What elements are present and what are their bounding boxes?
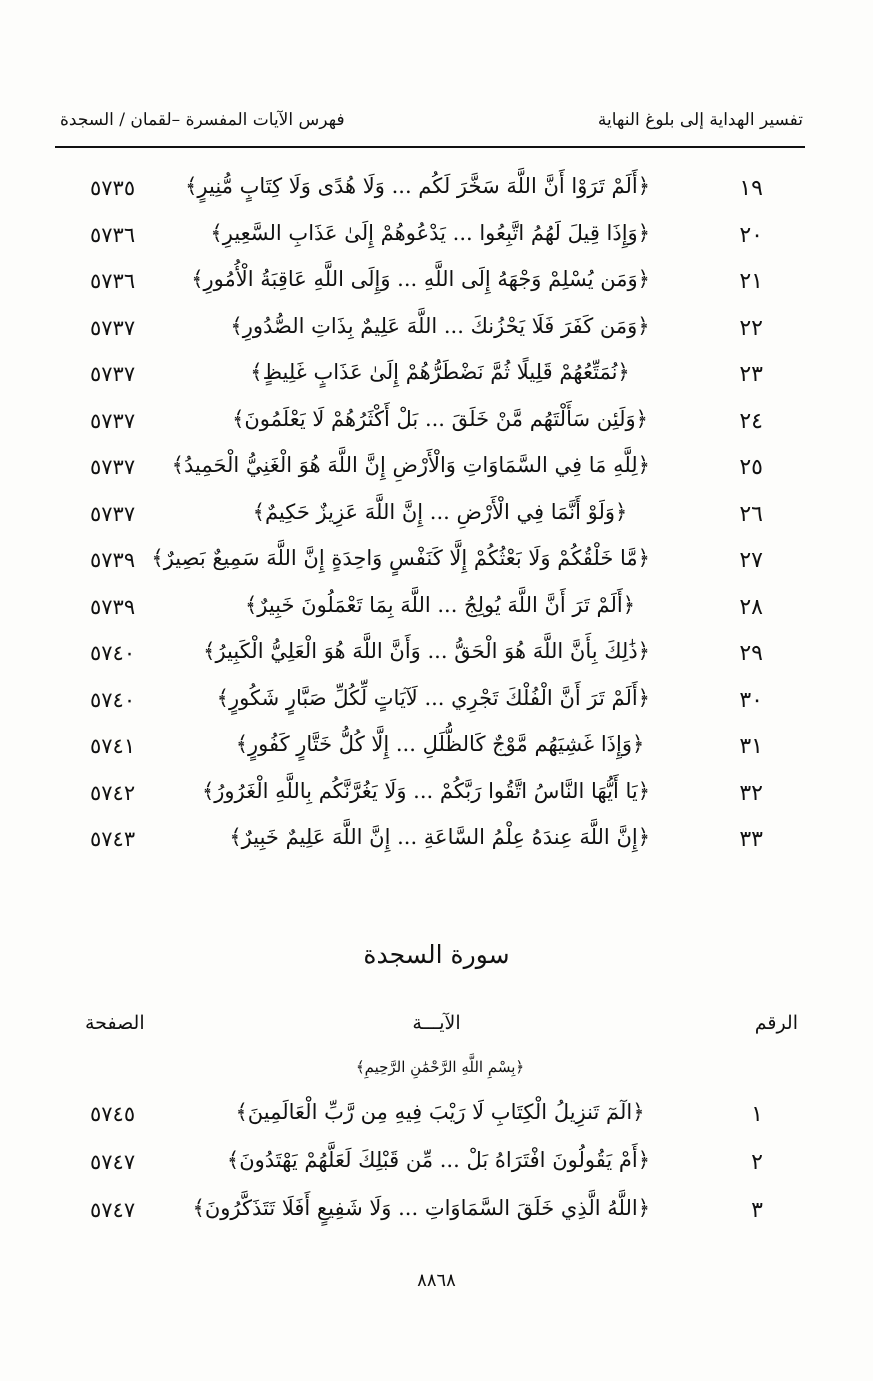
basmala: ﴿بِسْمِ اللَّهِ الرَّحْمَٰنِ الرَّحِيمِ﴾ — [355, 1058, 525, 1076]
verse-text: ﴿وَمَن يُسْلِمْ وَجْهَهُ إِلَى اللَّهِ ... وَإِلَى اللَّهِ عَاقِبَةُ الْأُمُورِ﴾ — [191, 267, 650, 291]
verse-row — [0, 496, 873, 536]
verse-row — [0, 1192, 873, 1232]
page-reference: ٥٧٤٢ — [90, 780, 136, 805]
verse-number: ٢٢ — [739, 315, 763, 341]
page-reference: ٥٧٣٩ — [90, 548, 136, 572]
verse-text: ﴿أَمْ يَقُولُونَ افْتَرَاهُ بَلْ ... مِّن قَبْلِكَ لَعَلَّهُمْ يَهْتَدُونَ﴾ — [226, 1148, 650, 1172]
verse-row — [0, 1144, 873, 1184]
verse-number: ٣٠ — [739, 687, 763, 713]
verse-row — [0, 310, 873, 350]
verse-text: ﴿أَلَمْ تَرَ أَنَّ الْفُلْكَ تَجْرِي ... لَآيَاتٍ لِّكُلِّ صَبَّارٍ شَكُورٍ﴾ — [216, 685, 650, 710]
page-reference: ٥٧٣٥ — [90, 176, 136, 200]
verse-row — [0, 821, 873, 861]
verse-text: ﴿مَّا خَلْقُكُمْ وَلَا بَعْثُكُمْ إِلَّا كَنَفْسٍ وَاحِدَةٍ إِنَّ اللَّهَ سَمِيعٌ بَصِيرٌ﴾ — [151, 546, 650, 570]
verse-row — [0, 403, 873, 443]
page-reference: ٥٧٣٧ — [90, 501, 136, 526]
verse-text: ﴿وَمَن كَفَرَ فَلَا يَحْزُنكَ ... اللَّهَ عَلِيمٌ بِذَاتِ الصُّدُورِ﴾ — [230, 313, 650, 338]
verse-number: ٣٣ — [739, 827, 763, 852]
verse-text: ﴿وَإِذَا قِيلَ لَهُمُ اتَّبِعُوا ... يَدْعُوهُمْ إِلَىٰ عَذَابِ السَّعِيرِ﴾ — [210, 220, 650, 245]
verse-row — [0, 635, 873, 675]
verse-number: ٢٠ — [739, 222, 763, 248]
surah-title: سورة السجدة — [363, 940, 510, 969]
verse-number: ٢ — [751, 1150, 763, 1175]
page-reference: ٥٧٣٧ — [90, 362, 136, 386]
verse-row — [0, 449, 873, 489]
book-title: تفسير الهداية إلى بلوغ النهاية — [597, 110, 803, 130]
verse-text: ﴿أَلَمْ تَرَ أَنَّ اللَّهَ يُولِجُ ... اللَّهَ بِمَا تَعْمَلُونَ خَبِيرٌ﴾ — [244, 592, 636, 617]
page-reference: ٥٧٣٦ — [90, 222, 136, 247]
page-reference: ٥٧٣٩ — [90, 594, 136, 619]
column-header-verse: الآيـــة — [412, 1012, 461, 1034]
verse-text: ﴿وَإِذَا غَشِيَهُم مَّوْجٌ كَالظُّلَلِ ... إِلَّا كُلُّ خَتَّارٍ كَفُورٍ﴾ — [235, 732, 645, 756]
verse-text: ﴿يَا أَيُّهَا النَّاسُ اتَّقُوا رَبَّكُمْ ... وَلَا يَغُرَّنَّكُم بِاللَّهِ الْغَرُورُ﴾ — [201, 778, 650, 803]
verse-text: ﴿اللَّهُ الَّذِي خَلَقَ السَّمَاوَاتِ ... وَلَا شَفِيعٍ أَفَلَا تَتَذَكَّرُونَ﴾ — [192, 1196, 650, 1220]
verse-row — [0, 728, 873, 768]
page-reference: ٥٧٣٧ — [90, 408, 136, 433]
verse-text: ﴿نُمَتِّعُهُمْ قَلِيلًا ثُمَّ نَضْطَرُّهُمْ إِلَىٰ عَذَابٍ غَلِيظٍ﴾ — [250, 360, 630, 384]
verse-row — [0, 356, 873, 396]
page-reference: ٥٧٤٥ — [90, 1102, 136, 1126]
verse-number: ٣٢ — [739, 780, 763, 806]
verse-row — [0, 170, 873, 210]
page-reference: ٥٧٤١ — [90, 734, 136, 758]
verse-text: ﴿الٓمٓ تَنزِيلُ الْكِتَابِ لَا رَيْبَ فِيهِ مِن رَّبِّ الْعَالَمِينَ﴾ — [235, 1100, 645, 1124]
verse-number: ٢٣ — [739, 362, 763, 387]
page-reference: ٥٧٣٧ — [90, 315, 136, 340]
verse-number: ٣ — [751, 1198, 763, 1223]
verse-row — [0, 263, 873, 303]
header-divider — [55, 146, 805, 148]
page-reference: ٥٧٣٦ — [90, 269, 136, 293]
page-reference: ٥٧٤٧ — [90, 1150, 136, 1174]
verse-text: ﴿وَلَئِن سَأَلْتَهُم مَّنْ خَلَقَ ... بَلْ أَكْثَرُهُمْ لَا يَعْلَمُونَ﴾ — [232, 406, 648, 431]
verse-text: ﴿ذَٰلِكَ بِأَنَّ اللَّهَ هُوَ الْحَقُّ ... وَأَنَّ اللَّهَ هُوَ الْعَلِيُّ الْكَبِيرُ﴾ — [203, 639, 650, 663]
verse-number: ١ — [751, 1102, 763, 1127]
verse-number: ٢٤ — [739, 408, 763, 434]
verse-row — [0, 682, 873, 722]
verse-number: ٢٩ — [739, 641, 763, 666]
verse-number: ٢٦ — [739, 501, 763, 527]
page-reference: ٥٧٤٠ — [90, 641, 136, 665]
page-number: ٨٨٦٨ — [417, 1270, 456, 1291]
verse-row — [0, 1096, 873, 1136]
verse-number: ١٩ — [739, 176, 763, 201]
verse-number: ٢١ — [739, 269, 763, 294]
verse-number: ٢٨ — [739, 594, 763, 620]
page-reference: ٥٧٤٠ — [90, 687, 136, 712]
verse-text: ﴿أَلَمْ تَرَوْا أَنَّ اللَّهَ سَخَّرَ لَكُم ... وَلَا هُدًى وَلَا كِتَابٍ مُّنِيرٍ﴾ — [185, 174, 650, 198]
verse-row — [0, 217, 873, 257]
verse-row — [0, 589, 873, 629]
verse-row — [0, 775, 873, 815]
verse-text: ﴿لِلَّهِ مَا فِي السَّمَاوَاتِ وَالْأَرْضِ إِنَّ اللَّهَ هُوَ الْغَنِيُّ الْحَمِيدُ﴾ — [171, 453, 650, 477]
page-reference: ٥٧٤٧ — [90, 1198, 136, 1222]
column-header-number: الرقم — [754, 1012, 798, 1034]
verse-number: ٢٧ — [739, 548, 763, 573]
section-title: فهرس الآيات المفسرة –لقمان / السجدة — [60, 110, 345, 130]
column-header-page: الصفحة — [85, 1012, 145, 1034]
verse-number: ٢٥ — [739, 455, 763, 480]
page-reference: ٥٧٤٣ — [90, 827, 136, 851]
verse-text: ﴿وَلَوْ أَنَّمَا فِي الْأَرْضِ ... إِنَّ اللَّهَ عَزِيزٌ حَكِيمٌ﴾ — [252, 499, 628, 524]
page-reference: ٥٧٣٧ — [90, 455, 136, 479]
verse-row — [0, 542, 873, 582]
verse-text: ﴿إِنَّ اللَّهَ عِندَهُ عِلْمُ السَّاعَةِ ... إِنَّ اللَّهَ عَلِيمٌ خَبِيرٌ﴾ — [229, 825, 650, 849]
verse-number: ٣١ — [739, 734, 763, 759]
